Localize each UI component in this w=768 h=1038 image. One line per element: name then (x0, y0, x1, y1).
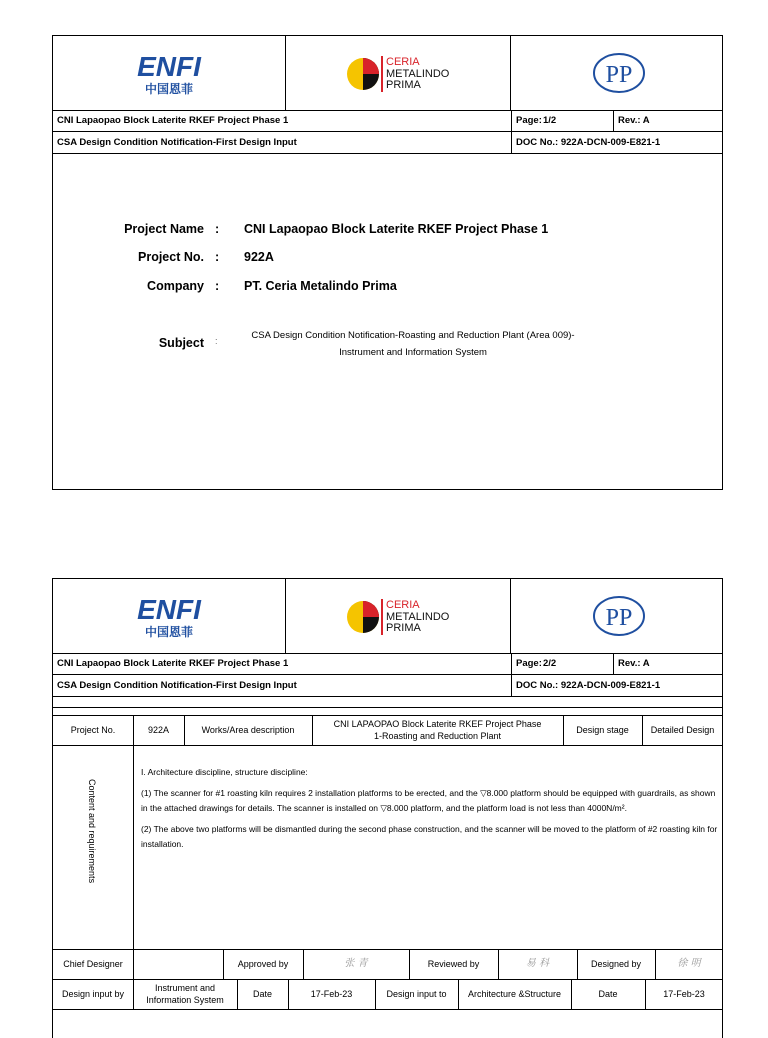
date-value: 17-Feb-23 (663, 989, 705, 999)
project-no-value: 922A (244, 250, 274, 264)
project-no-value: 922A (147, 725, 170, 735)
logo-header-row (53, 579, 722, 654)
pp-logo-cell (511, 36, 723, 110)
subject-label: Subject (158, 336, 204, 350)
design-input-by-label: Design input by (61, 989, 125, 999)
enfi-wordmark: ENFI (137, 51, 201, 82)
colon: : (215, 336, 218, 346)
design-input-to-label: Design input to (386, 989, 447, 999)
enfi-logo-cell (53, 579, 286, 653)
design-input-by-value: Instrument and Information System (146, 983, 224, 1005)
colon: : (215, 250, 220, 264)
doc-number: DOC No.: 922A-DCN-009-E821-1 (511, 132, 723, 153)
project-name-label: Project Name (124, 222, 204, 236)
svg-text:PP: PP (605, 605, 633, 631)
content-body (141, 765, 721, 858)
enfi-logo (129, 50, 209, 96)
pp-logo-cell (511, 579, 723, 653)
chief-designer-label: Chief Designer (63, 959, 123, 969)
page-value: 1/2 (543, 115, 557, 126)
project-no-label: Project No. (70, 725, 116, 735)
project-title: CNI Lapaopao Block Laterite RKEF Project Phase 1 (57, 658, 289, 669)
document-page-2 (52, 578, 723, 1038)
svg-text:CERIA: CERIA (386, 599, 420, 611)
enfi-chinese-name: 中国恩菲 (144, 82, 194, 96)
svg-text:METALINDO: METALINDO (386, 68, 450, 80)
project-no-label: Project No. (138, 250, 204, 264)
colon: : (215, 222, 220, 236)
works-area-value (312, 715, 563, 745)
svg-text:PP: PP (605, 62, 633, 88)
svg-text:PRIMA: PRIMA (386, 79, 421, 91)
content-heading: I. Architecture discipline, structure discipline: (141, 767, 308, 777)
enfi-wordmark: ENFI (137, 594, 201, 625)
design-stage-value: Detailed Design (650, 725, 715, 735)
company-label: Company (147, 279, 204, 293)
svg-text:CERIA: CERIA (386, 56, 420, 68)
works-area-label: Works/Area description (201, 725, 295, 735)
logo-header-row (53, 36, 722, 111)
pp-logo (591, 50, 647, 96)
date-label: Date (252, 989, 272, 999)
page-value: 2/2 (543, 658, 557, 669)
date-label: Date (598, 989, 618, 999)
design-stage-label: Design stage (576, 725, 629, 735)
page-label: Page: (511, 110, 559, 131)
ceria-metalindo-prima-logo (343, 592, 455, 642)
works-line-1: CNI LAPAOPAO Block Laterite RKEF Project Phase (333, 719, 542, 729)
svg-text:METALINDO: METALINDO (386, 611, 450, 623)
enfi-logo-cell (53, 36, 286, 110)
doc-title-row (53, 132, 722, 154)
svg-text:PRIMA: PRIMA (386, 622, 421, 634)
project-title: CNI Lapaopao Block Laterite RKEF Project Phase 1 (57, 115, 289, 126)
table-rule (53, 1009, 723, 1010)
table-rule (53, 707, 723, 708)
revision: Rev.: A (613, 653, 723, 674)
doc-number: DOC No.: 922A-DCN-009-E821-1 (511, 675, 723, 696)
page-label: Page: (511, 653, 559, 674)
doc-title: CSA Design Condition Notification-First Design Input (57, 680, 297, 691)
subject-text (233, 327, 593, 361)
reviewed-by-label: Reviewed by (427, 959, 480, 969)
table-rule (53, 745, 723, 746)
pp-logo (591, 593, 647, 639)
cmp-logo-cell (286, 579, 511, 653)
subject-line-2: Instrument and Information System (339, 347, 487, 358)
designed-by-label: Designed by (590, 959, 642, 969)
project-title-row (53, 653, 722, 675)
approved-by-label: Approved by (237, 959, 289, 969)
doc-title-row (53, 675, 722, 697)
design-input-to-value: Architecture &Structure (467, 989, 562, 999)
enfi-chinese-name: 中国恩菲 (144, 625, 194, 639)
designed-by-signature: 徐 明 (677, 958, 701, 969)
doc-title: CSA Design Condition Notification-First Design Input (57, 137, 297, 148)
cmp-logo-cell (286, 36, 511, 110)
content-requirements-label-cell (67, 779, 127, 909)
project-name-value: CNI Lapaopao Block Laterite RKEF Project Phase 1 (244, 222, 549, 236)
ceria-metalindo-prima-logo (343, 49, 455, 99)
company-value: PT. Ceria Metalindo Prima (244, 279, 397, 293)
content-requirements-label: Content and requirements (87, 779, 97, 884)
content-item-2: (2) The above two platforms will be dismantled during the second phase construction, and the scanner will be moved to the platform of #2 roasting kiln for installation. (141, 824, 718, 849)
reviewed-by-signature: 易 科 (525, 958, 550, 969)
content-item-1: (1) The scanner for #1 roasting kiln requires 2 installation platforms to be erected, and the ▽8.000 platform should be equipped with guardrails, as shown in the attached drawings for details. The scanner is installed on ▽8.000 platform, and the platform load is not less than 4000N/m². (141, 788, 716, 813)
subject-line-1: CSA Design Condition Notification-Roasting and Reduction Plant (Area 009)- (251, 330, 575, 341)
works-line-2: 1-Roasting and Reduction Plant (373, 731, 502, 741)
enfi-logo (129, 593, 209, 639)
project-title-row (53, 110, 722, 132)
colon: : (215, 279, 220, 293)
document-page-1 (52, 35, 723, 490)
date-value: 17-Feb-23 (310, 989, 353, 999)
approved-by-signature: 张 青 (344, 958, 368, 969)
revision: Rev.: A (613, 110, 723, 131)
